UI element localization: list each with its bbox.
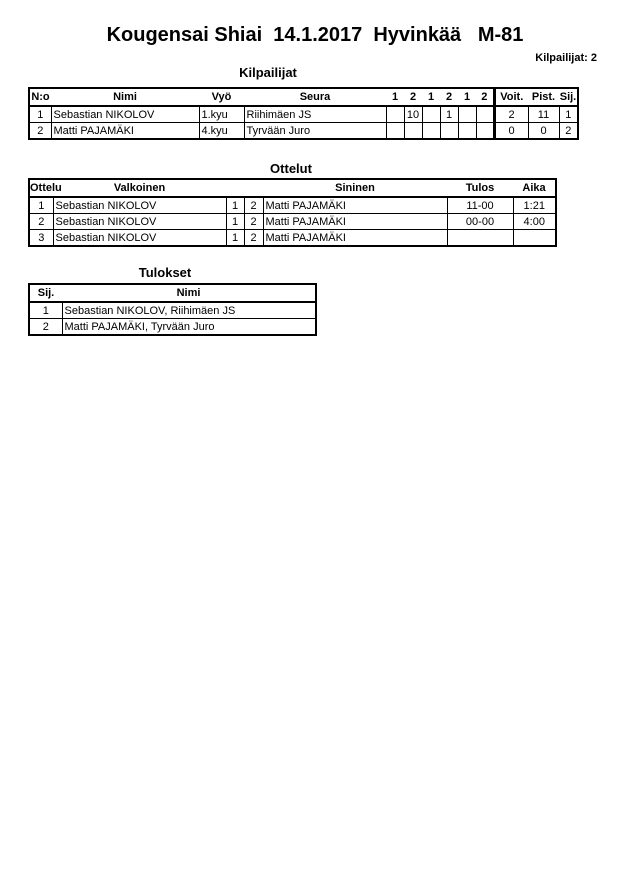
ottelut-heading: Ottelut xyxy=(270,161,312,176)
cell-sininen: Matti PAJAMÄKI xyxy=(263,230,447,247)
cell-tulos: 11-00 xyxy=(447,197,513,214)
cell-ottelu: 3 xyxy=(29,230,53,247)
col-header-seura: Seura xyxy=(244,88,386,106)
ottelut-row xyxy=(29,230,556,247)
col-header-score-4: 2 xyxy=(440,88,458,106)
col-header-score-5: 1 xyxy=(458,88,476,106)
cell-score-1 xyxy=(386,106,404,123)
ottelut-row xyxy=(29,214,556,230)
cell-tulos: 00-00 xyxy=(447,214,513,230)
cell-score-1 xyxy=(386,123,404,140)
cell-score-4: 1 xyxy=(440,106,458,123)
cell-seura: Tyrvään Juro xyxy=(244,123,386,140)
cell-valkoinen: Sebastian NIKOLOV xyxy=(53,230,226,247)
kilpailijat-table xyxy=(28,87,579,140)
cell-ottelu: 1 xyxy=(29,197,53,214)
cell-voit: 0 xyxy=(494,123,528,140)
ottelut-header-row xyxy=(29,179,556,197)
cell-score-3 xyxy=(422,106,440,123)
cell-nimi: Sebastian NIKOLOV, Riihimäen JS xyxy=(62,302,316,319)
col-header-voit: Voit. xyxy=(494,88,528,106)
col-header-no: N:o xyxy=(29,88,51,106)
col-header-tulos: Tulos xyxy=(447,179,513,197)
col-header-sij: Sij. xyxy=(29,284,62,302)
cell-sij: 2 xyxy=(559,123,578,140)
cell-white-no: 1 xyxy=(226,197,244,214)
cell-blue-no: 2 xyxy=(244,197,263,214)
cell-sij: 2 xyxy=(29,319,62,336)
tulokset-row xyxy=(29,302,316,319)
cell-score-2: 10 xyxy=(404,106,422,123)
cell-score-6 xyxy=(476,123,494,140)
col-header-nimi: Nimi xyxy=(51,88,199,106)
cell-score-3 xyxy=(422,123,440,140)
cell-score-2 xyxy=(404,123,422,140)
col-header-score-1: 1 xyxy=(386,88,404,106)
cell-valkoinen: Sebastian NIKOLOV xyxy=(53,214,226,230)
cell-blue-no: 2 xyxy=(244,214,263,230)
cell-no: 1 xyxy=(29,106,51,123)
col-header-aika: Aika xyxy=(513,179,556,197)
cell-ottelu: 2 xyxy=(29,214,53,230)
cell-valkoinen: Sebastian NIKOLOV xyxy=(53,197,226,214)
cell-aika: 1:21 xyxy=(513,197,556,214)
cell-sininen: Matti PAJAMÄKI xyxy=(263,197,447,214)
col-header-valkoinen: Valkoinen xyxy=(53,179,226,197)
page-title: Kougensai Shiai 14.1.2017 Hyvinkää M-81 xyxy=(106,24,524,46)
cell-sininen: Matti PAJAMÄKI xyxy=(263,214,447,230)
cell-nimi: Matti PAJAMÄKI xyxy=(51,123,199,140)
kilpailijat-row xyxy=(29,123,578,140)
kilpailijat-row xyxy=(29,106,578,123)
ottelut-table xyxy=(28,178,557,247)
cell-pist: 11 xyxy=(528,106,559,123)
cell-pist: 0 xyxy=(528,123,559,140)
col-header-blue-no xyxy=(244,179,263,197)
ottelut-row xyxy=(29,197,556,214)
cell-score-5 xyxy=(458,106,476,123)
col-header-white-no xyxy=(226,179,244,197)
cell-sij: 1 xyxy=(29,302,62,319)
cell-score-5 xyxy=(458,123,476,140)
cell-white-no: 1 xyxy=(226,230,244,247)
col-header-sij: Sij. xyxy=(559,88,578,106)
col-header-score-6: 2 xyxy=(476,88,494,106)
tulokset-row xyxy=(29,319,316,336)
cell-aika: 4:00 xyxy=(513,214,556,230)
cell-blue-no: 2 xyxy=(244,230,263,247)
cell-score-4 xyxy=(440,123,458,140)
col-header-nimi: Nimi xyxy=(62,284,316,302)
cell-no: 2 xyxy=(29,123,51,140)
col-header-ottelu: Ottelu xyxy=(29,179,53,197)
kilpailijat-header-row xyxy=(29,88,578,106)
cell-nimi: Sebastian NIKOLOV xyxy=(51,106,199,123)
col-header-sininen: Sininen xyxy=(263,179,447,197)
cell-voit: 2 xyxy=(494,106,528,123)
cell-sij: 1 xyxy=(559,106,578,123)
tulokset-header-row xyxy=(29,284,316,302)
col-header-score-2: 2 xyxy=(404,88,422,106)
col-header-pist: Pist. xyxy=(528,88,559,106)
cell-score-6 xyxy=(476,106,494,123)
cell-tulos xyxy=(447,230,513,247)
tulokset-table xyxy=(28,283,317,336)
participants-count: Kilpailijat: 2 xyxy=(535,52,597,64)
tulokset-heading: Tulokset xyxy=(138,265,192,280)
cell-nimi: Matti PAJAMÄKI, Tyrvään Juro xyxy=(62,319,316,336)
cell-vyo: 1.kyu xyxy=(199,106,244,123)
col-header-score-3: 1 xyxy=(422,88,440,106)
cell-vyo: 4.kyu xyxy=(199,123,244,140)
cell-aika xyxy=(513,230,556,247)
cell-seura: Riihimäen JS xyxy=(244,106,386,123)
col-header-vyo: Vyö xyxy=(199,88,244,106)
cell-white-no: 1 xyxy=(226,214,244,230)
kilpailijat-heading: Kilpailijat xyxy=(239,65,297,80)
